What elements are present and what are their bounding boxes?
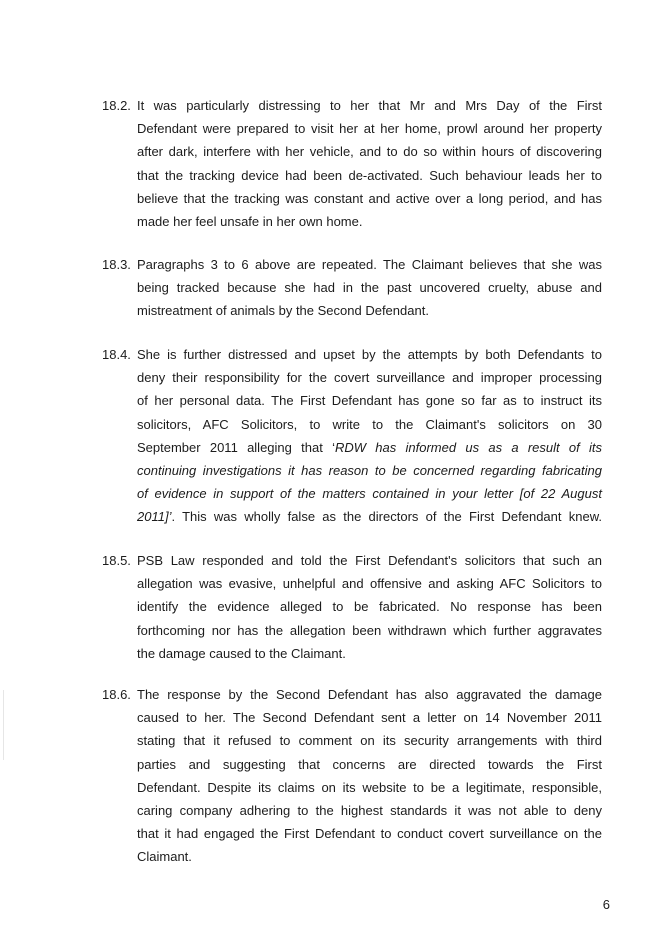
paragraph-18-3 — [102, 253, 602, 323]
paragraph-line: being tracked because she had in the past uncovered cruelty, abuse and — [137, 280, 602, 296]
paragraph-18-5 — [102, 549, 602, 665]
paragraph-line: forthcoming nor has the allegation been withdrawn which further aggravates — [137, 622, 602, 638]
paragraph-line: deny their responsibility for the covert surveillance and improper processing — [137, 370, 602, 386]
paragraph-number: 18.3. — [102, 257, 131, 272]
quoted-text: of evidence in support of the matters contained in your letter [of 22 August — [137, 486, 602, 502]
paragraph-18-6 — [102, 683, 602, 869]
paragraph-line: solicitors, AFC Solicitors, to write to the Claimant's solicitors on 30 — [137, 416, 602, 432]
paragraph-line: PSB Law responded and told the First Defendant's solicitors that such an — [137, 553, 602, 568]
paragraph-line: of her personal data. The First Defendant has gone so far as to instruct its — [137, 393, 602, 409]
paragraph-line: caring company adhering to the highest standards it was not able to deny — [137, 803, 602, 819]
line-text: September 2011 alleging that ‘ — [137, 439, 335, 455]
paragraph-line: after dark, interfere with her vehicle, and to do so within hours of discovering — [137, 144, 602, 160]
paragraph-line — [137, 505, 602, 528]
paragraph-line: the damage caused to the Claimant. — [137, 645, 346, 661]
paragraph-line: caused to her. The Second Defendant sent a letter on 14 November 2011 — [137, 710, 602, 726]
paragraph-number: 18.2. — [102, 98, 131, 113]
paragraph-18-4 — [102, 343, 602, 529]
paragraph-line: allegation was evasive, unhelpful and offensive and asking AFC Solicitors to — [137, 576, 602, 592]
quoted-text: continuing investigations it has reason to be concerned regarding fabricating — [137, 463, 602, 479]
paragraph-18-2 — [102, 94, 602, 233]
paragraph-line — [137, 482, 602, 505]
paragraph-line: The response by the Second Defendant has also aggravated the damage — [137, 687, 602, 702]
page-number: 6 — [602, 897, 610, 912]
paragraph-line: Paragraphs 3 to 6 above are repeated. The Claimant believes that she was — [137, 257, 602, 272]
paragraph-line: that the tracking device had been de-activated. Such behaviour leads her to — [137, 167, 602, 183]
paragraph-line: identify the evidence alleged to be fabricated. No response has been — [137, 599, 602, 615]
paragraph-line — [137, 436, 602, 459]
paragraph-line: She is further distressed and upset by the attempts by both Defendants to — [137, 347, 602, 362]
paragraph-line — [137, 459, 602, 482]
paragraph-line: mistreatment of animals by the Second Defendant. — [137, 303, 429, 319]
paragraph-line: Claimant. — [137, 849, 192, 865]
paragraph-number: 18.6. — [102, 687, 131, 702]
paragraph-number: 18.4. — [102, 347, 131, 362]
paragraph-line: Defendant. Despite its claims on its website to be a legitimate, responsible, — [137, 779, 602, 795]
paragraph-body — [137, 549, 602, 665]
paragraph-line: made her feel unsafe in her own home. — [137, 214, 363, 230]
paragraph-number: 18.5. — [102, 553, 131, 568]
quoted-text: RDW has informed us as a result of its — [334, 439, 602, 455]
paragraph-line: Defendant were prepared to visit her at her home, prowl around her property — [137, 121, 602, 137]
paragraph-line: that it had engaged the First Defendant to conduct covert surveillance on the — [137, 826, 602, 842]
paragraph-line: parties and suggesting that concerns are directed towards the First — [137, 756, 602, 772]
paragraph-line: stating that it refused to comment on its security arrangements with third — [137, 733, 602, 749]
line-text: . This was wholly false as the directors of the First Defendant knew. — [171, 509, 602, 525]
paragraph-body — [137, 94, 602, 233]
quoted-text: 2011]’ — [137, 509, 172, 525]
paragraph-body — [137, 253, 602, 323]
paragraph-line: believe that the tracking was constant and active over a long period, and has — [137, 190, 602, 206]
paragraph-body — [137, 683, 602, 869]
paragraph-body — [137, 343, 602, 529]
paragraph-line: It was particularly distressing to her that Mr and Mrs Day of the First — [137, 98, 602, 113]
scan-edge-mark — [3, 690, 4, 760]
